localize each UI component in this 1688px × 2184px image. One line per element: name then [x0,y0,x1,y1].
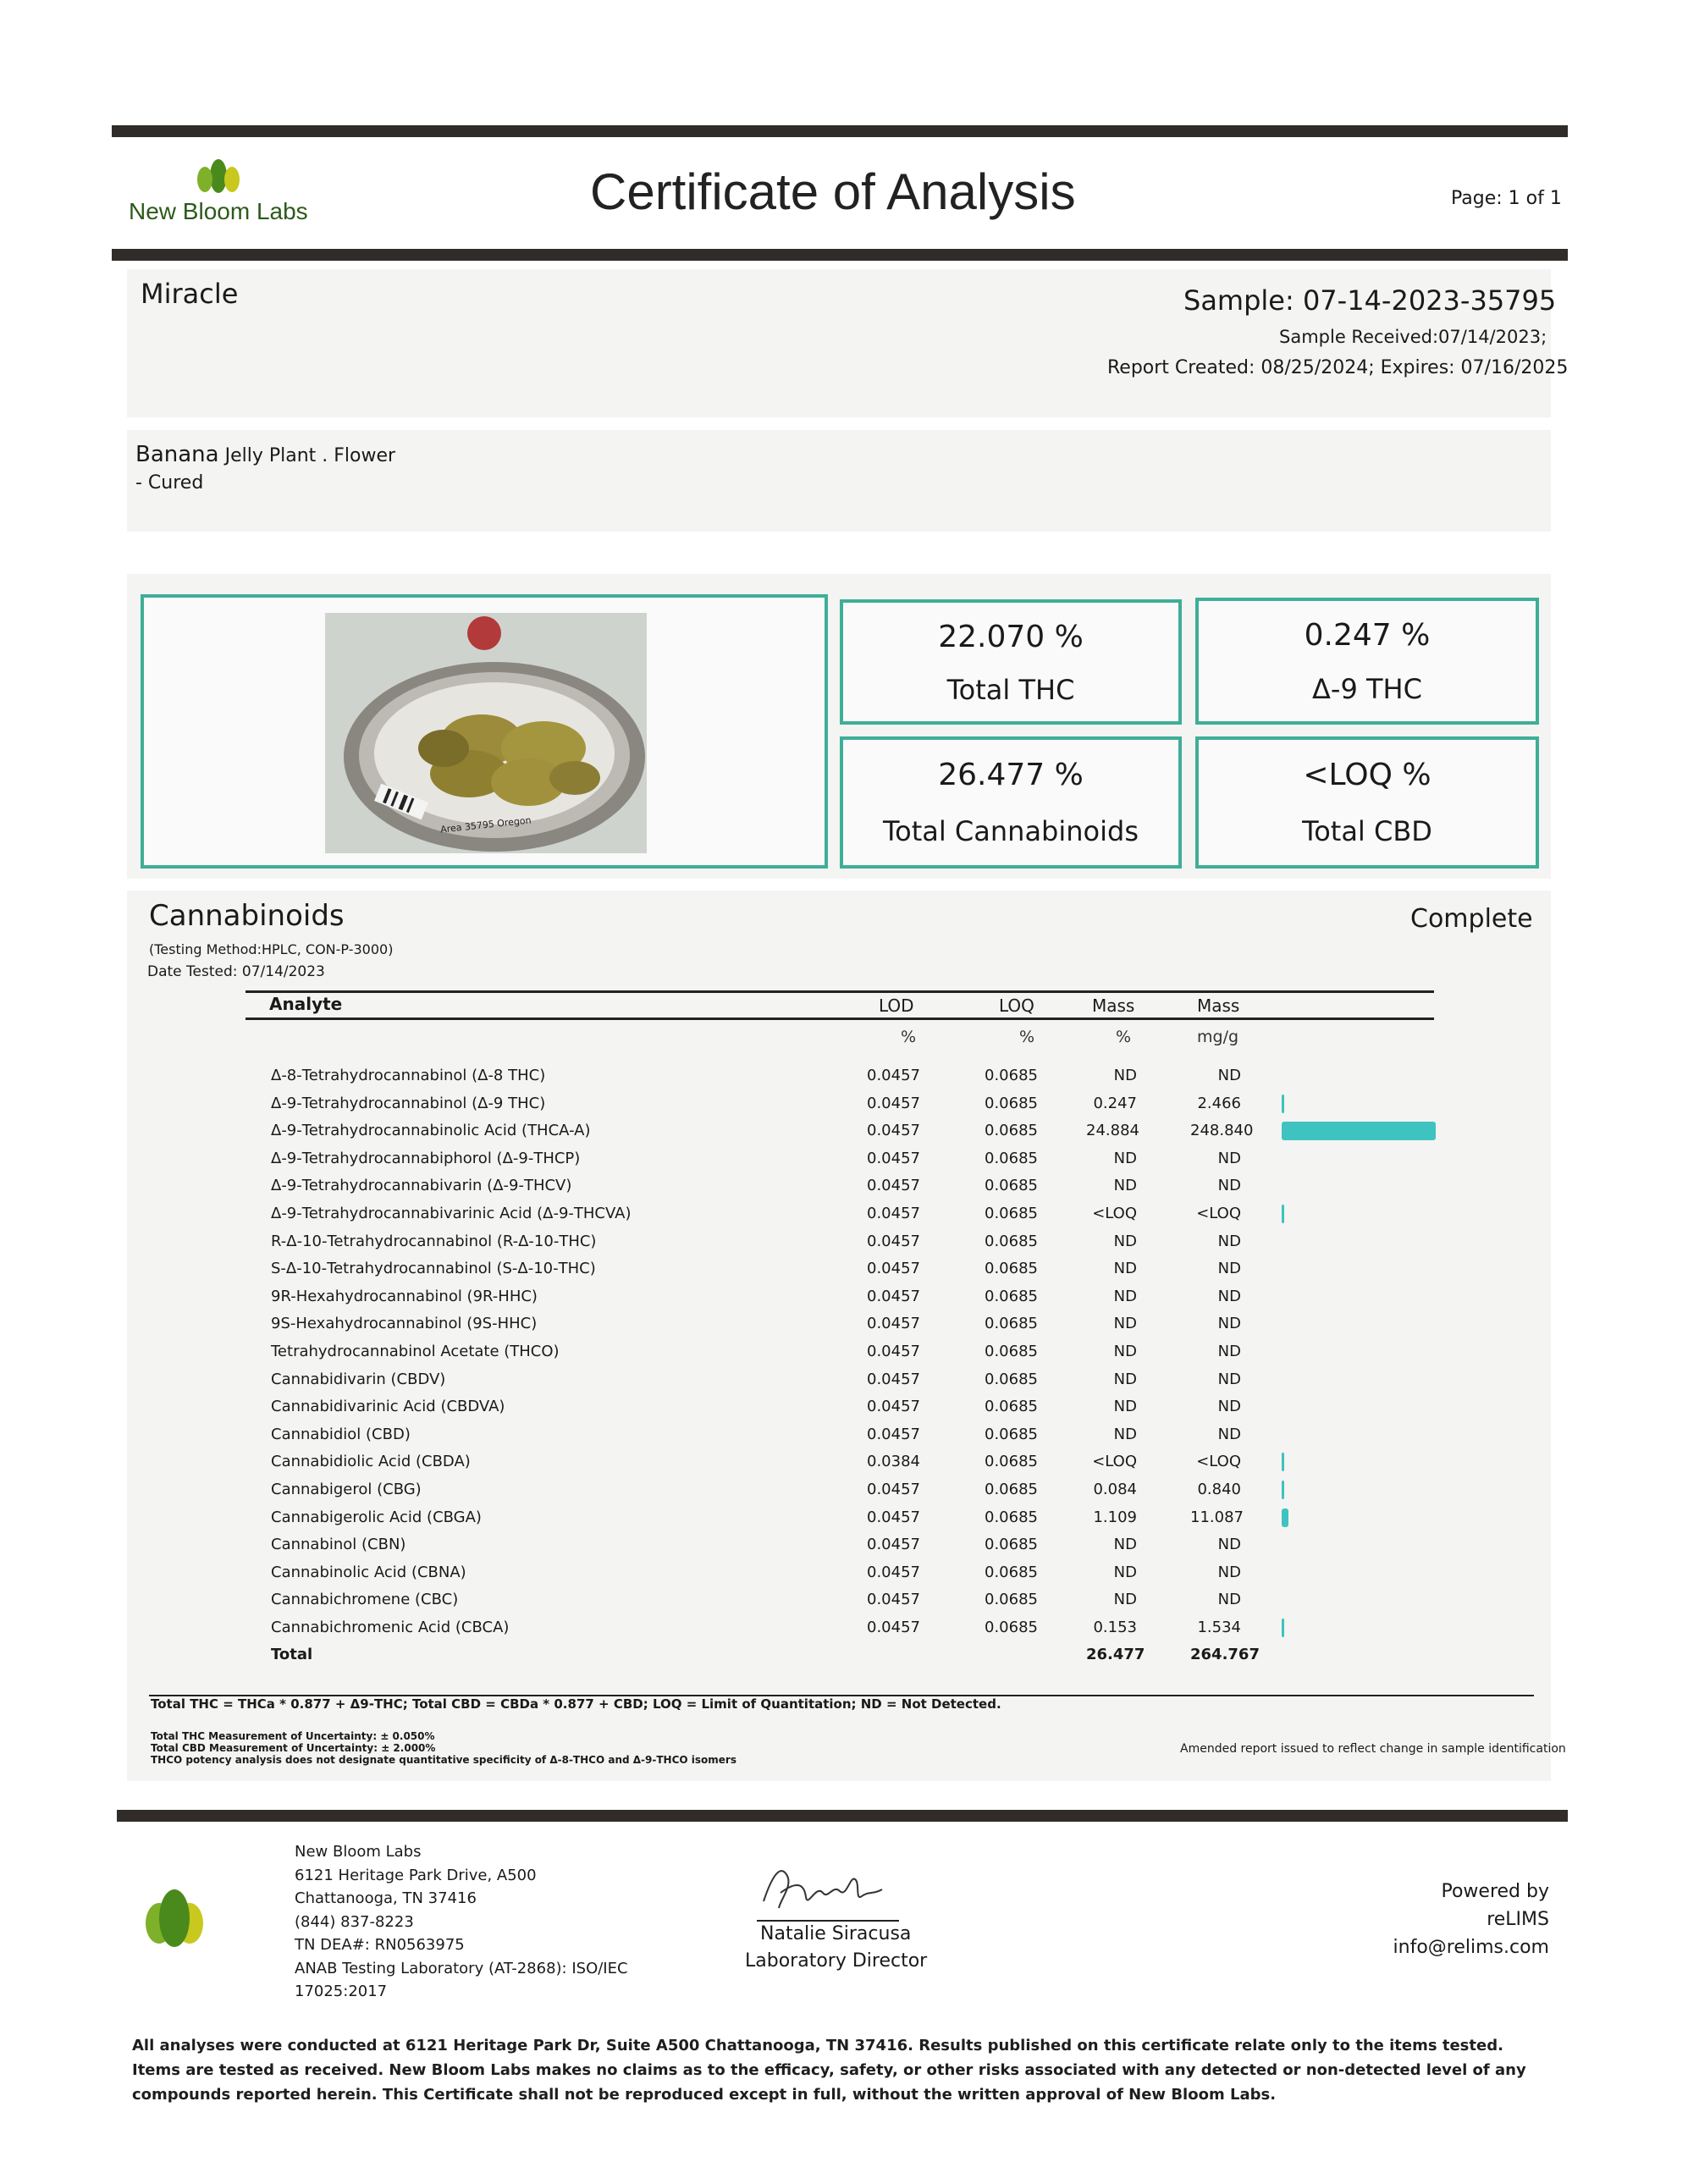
analyte-name: Cannabinol (CBN) [271,1536,406,1554]
col-analyte: Analyte [269,994,343,1014]
analyte-name: Cannabigerolic Acid (CBGA) [271,1508,482,1526]
mass-mg-value: ND [1217,1067,1241,1084]
lab-name: New Bloom Labs [129,198,308,224]
testing-method: (Testing Method:HPLC, CON-P-3000) [149,941,394,957]
lod-value: 0.0457 [867,1094,920,1112]
lod-value: 0.0457 [867,1315,920,1333]
date-tested: Date Tested: 07/14/2023 [147,963,325,980]
table-row [0,1449,1688,1475]
mass-pct-value: ND [1113,1563,1137,1581]
total-label: Total [271,1646,313,1663]
section-status: Complete [1410,904,1533,934]
analyte-name: Δ-8-Tetrahydrocannabinol (Δ-8 THC) [271,1067,546,1084]
mass-level-bar [1282,1453,1284,1471]
mass-pct-value: ND [1113,1370,1137,1388]
table-row [0,1422,1688,1448]
analyte-name: Cannabidivarin (CBDV) [271,1370,446,1388]
lab-address-block [295,1840,628,2004]
mass-pct-value: 0.247 [1093,1094,1137,1112]
lod-value: 0.0457 [867,1260,920,1278]
lod-value: 0.0457 [867,1563,920,1581]
loq-value: 0.0685 [985,1149,1038,1167]
stat-value: 26.477 % [938,757,1084,792]
table-row [0,1118,1688,1144]
mass-mg-value: ND [1217,1177,1241,1195]
analyte-name: Δ-9-Tetrahydrocannabivarin (Δ-9-THCV) [271,1177,572,1195]
total-row [0,1642,1688,1668]
footer-phone: (844) 837-8223 [295,1912,414,1931]
loq-value: 0.0685 [985,1122,1038,1140]
analyte-name: Cannabichromenic Acid (CBCA) [271,1619,510,1636]
footer-lab-name: New Bloom Labs [295,1843,422,1861]
mass-pct-value: 24.884 [1086,1122,1139,1140]
mass-level-bar [1282,1508,1288,1527]
uncertainty-thc: Total THC Measurement of Uncertainty: ± 0.050% [151,1730,435,1742]
analyte-name: Tetrahydrocannabinol Acetate (THCO) [271,1343,560,1360]
lod-value: 0.0457 [867,1619,920,1636]
loq-value: 0.0685 [985,1205,1038,1222]
table-row [0,1091,1688,1117]
mass-mg-value: 2.466 [1197,1094,1241,1112]
product-state: - Cured [135,472,204,494]
lod-value: 0.0457 [867,1508,920,1526]
mass-mg-value: ND [1217,1260,1241,1278]
table-row [0,1367,1688,1393]
unit-mass-pct: % [1116,1028,1132,1046]
unit-loq: % [1019,1028,1035,1046]
mass-level-bar [1282,1122,1436,1140]
mass-pct-value: ND [1113,1260,1137,1278]
signature-icon [755,1859,899,1918]
table-row [0,1615,1688,1641]
loq-value: 0.0685 [985,1260,1038,1278]
loq-value: 0.0685 [985,1094,1038,1112]
powered-by-email: info@relims.com [1393,1937,1549,1958]
mass-level-bar [1282,1481,1284,1499]
stat-label: Total THC [946,674,1075,706]
table-row [0,1146,1688,1172]
mass-level-bar [1282,1205,1284,1223]
mass-mg-value: ND [1217,1591,1241,1609]
mass-pct-value: 1.109 [1093,1508,1137,1526]
stat-value: 22.070 % [938,619,1084,654]
stat-delta9-thc [1195,598,1539,725]
loq-value: 0.0685 [985,1453,1038,1471]
table-row [0,1173,1688,1199]
product-line [135,442,395,467]
lod-value: 0.0384 [867,1453,920,1471]
col-lod: LOD [879,995,914,1016]
powered-by-block [1371,1878,1549,1961]
mass-pct-value: <LOQ [1092,1205,1137,1222]
mass-mg-value: ND [1217,1149,1241,1167]
lod-value: 0.0457 [867,1398,920,1416]
table-row [0,1284,1688,1310]
mass-pct-value: 0.084 [1093,1481,1137,1498]
footer-rule [117,1810,1568,1822]
table-row [0,1587,1688,1613]
mass-pct-value: ND [1113,1591,1137,1609]
powered-by-name: reLIMS [1487,1909,1549,1930]
header-rule [112,249,1568,261]
table-row [0,1505,1688,1530]
mass-mg-value: ND [1217,1343,1241,1360]
top-rule [112,125,1568,137]
stat-label: Total CBD [1302,814,1432,847]
mass-mg-value: ND [1217,1287,1241,1305]
loq-value: 0.0685 [985,1591,1038,1609]
table-row [0,1477,1688,1503]
mass-pct-value: ND [1113,1149,1137,1167]
flower-photo-icon [325,613,647,853]
analyte-name: Cannabichromene (CBC) [271,1591,459,1609]
mass-mg-value: ND [1217,1398,1241,1416]
strain-name: Banana [135,442,219,467]
table-row [0,1394,1688,1420]
page-number: Page: 1 of 1 [1451,188,1562,209]
loq-value: 0.0685 [985,1536,1038,1554]
mass-pct-value: ND [1113,1398,1137,1416]
stat-total-thc [840,599,1182,725]
analyte-name: Δ-9-Tetrahydrocannabiphorol (Δ-9-THCP) [271,1149,581,1167]
director-name: Natalie Siracusa [760,1923,912,1944]
stat-value: 0.247 % [1304,617,1431,653]
analyte-name: 9R-Hexahydrocannabinol (9R-HHC) [271,1287,538,1305]
lod-value: 0.0457 [867,1149,920,1167]
analyte-name: R-Δ-10-Tetrahydrocannabinol (R-Δ-10-THC) [271,1232,597,1250]
analyte-name: Cannabinolic Acid (CBNA) [271,1563,466,1581]
lod-value: 0.0457 [867,1536,920,1554]
sample-received: Sample Received:07/14/2023; [1279,327,1547,347]
stat-label: Total Cannabinoids [883,814,1139,847]
stat-total-cbd [1195,736,1539,869]
loq-value: 0.0685 [985,1563,1038,1581]
table-row [0,1229,1688,1255]
footer-address1: 6121 Heritage Park Drive, A500 [295,1866,537,1884]
formula-note: Total THC = THCa * 0.877 + Δ9-THC; Total CBD = CBDa * 0.877 + CBD; LOQ = Limit of Quantitation; ND = Not Detected. [151,1696,1001,1712]
loq-value: 0.0685 [985,1619,1038,1636]
leaf-icon [193,157,244,195]
total-mass-pct: 26.477 [1086,1646,1145,1663]
sample-photo [325,613,647,853]
footer-anab: ANAB Testing Laboratory (AT-2868): ISO/IEC [295,1959,628,1977]
table-row [0,1311,1688,1337]
leaf-icon [134,1888,215,1949]
mass-mg-value: ND [1217,1232,1241,1250]
analyte-name: S-Δ-10-Tetrahydrocannabinol (S-Δ-10-THC) [271,1260,596,1278]
analyte-name: Cannabidivarinic Acid (CBDVA) [271,1398,505,1416]
signature-line [757,1920,899,1922]
mass-pct-value: 0.153 [1093,1619,1137,1636]
loq-value: 0.0685 [985,1315,1038,1333]
unit-lod: % [901,1028,917,1046]
loq-value: 0.0685 [985,1508,1038,1526]
analyte-name: 9S-Hexahydrocannabinol (9S-HHC) [271,1315,538,1333]
stat-total-cannabinoids [840,736,1182,869]
mass-pct-value: <LOQ [1092,1453,1137,1471]
footer-logo [134,1888,215,1949]
col-mass-mg: Mass [1197,995,1240,1016]
mass-level-bar [1282,1619,1284,1637]
loq-value: 0.0685 [985,1343,1038,1360]
mass-mg-value: ND [1217,1536,1241,1554]
mass-pct-value: ND [1113,1315,1137,1333]
lod-value: 0.0457 [867,1177,920,1195]
uncertainty-cbd: Total CBD Measurement of Uncertainty: ± 2.000% [151,1742,436,1754]
analyte-name: Cannabidiolic Acid (CBDA) [271,1453,471,1471]
mass-mg-value: 11.087 [1190,1508,1244,1526]
footer-iso: 17025:2017 [295,1983,388,2000]
analyte-name: Cannabigerol (CBG) [271,1481,422,1498]
mass-pct-value: ND [1113,1536,1137,1554]
lod-value: 0.0457 [867,1287,920,1305]
total-mass-mg: 264.767 [1190,1646,1260,1663]
table-row [0,1256,1688,1282]
mass-pct-value: ND [1113,1232,1137,1250]
lod-value: 0.0457 [867,1205,920,1222]
loq-value: 0.0685 [985,1370,1038,1388]
mass-pct-value: ND [1113,1067,1137,1084]
document-title: Certificate of Analysis [590,163,1076,220]
analyte-name: Cannabidiol (CBD) [271,1425,411,1443]
lod-value: 0.0457 [867,1591,920,1609]
lod-value: 0.0457 [867,1425,920,1443]
mass-mg-value: <LOQ [1196,1205,1241,1222]
table-row [0,1339,1688,1365]
loq-value: 0.0685 [985,1177,1038,1195]
loq-value: 0.0685 [985,1287,1038,1305]
mass-level-bar [1282,1095,1284,1113]
mass-mg-value: <LOQ [1196,1453,1241,1471]
mass-mg-value: ND [1217,1563,1241,1581]
section-title: Cannabinoids [149,899,345,933]
thco-note: THCO potency analysis does not designate quantitative specificity of Δ-8-THCO and Δ-9-THCO isomers [151,1754,736,1766]
loq-value: 0.0685 [985,1398,1038,1416]
mass-pct-value: ND [1113,1425,1137,1443]
mass-mg-value: ND [1217,1370,1241,1388]
director-signature [755,1859,899,1918]
mass-mg-value: ND [1217,1315,1241,1333]
mass-mg-value: 248.840 [1190,1122,1254,1140]
powered-by-label: Powered by [1441,1881,1549,1902]
footer-dea: TN DEA#: RN0563975 [295,1936,465,1954]
lab-logo [193,157,244,195]
table-row [0,1560,1688,1586]
lod-value: 0.0457 [867,1122,920,1140]
disclaimer: All analyses were conducted at 6121 Heritage Park Dr, Suite A500 Chattanooga, TN 37416. Results published on this certificate relate only to the items tested. Items are tested as received. New Bloom Labs makes no claims as to the efficacy, safety, or other risks associated with any detected or non-detected level of any compounds reported herein. This Certificate shall not be reproduced except in full, without the written approval of New Bloom Labs. [132,2037,1526,2104]
analyte-name: Δ-9-Tetrahydrocannabinol (Δ-9 THC) [271,1094,546,1112]
loq-value: 0.0685 [985,1425,1038,1443]
header-bottom-rule [245,1018,1434,1020]
photo-sticker-text: Area 35795 Oregon [439,814,532,836]
mass-pct-value: ND [1113,1177,1137,1195]
lod-value: 0.0457 [867,1370,920,1388]
mass-mg-value: 1.534 [1197,1619,1241,1636]
loq-value: 0.0685 [985,1232,1038,1250]
col-loq: LOQ [999,995,1034,1016]
loq-value: 0.0685 [985,1067,1038,1084]
report-dates: Report Created: 08/25/2024; Expires: 07/16/2025 [1107,357,1569,378]
product-type: Jelly Plant . Flower [224,445,396,466]
table-row [0,1063,1688,1089]
analyte-name: Δ-9-Tetrahydrocannabinolic Acid (THCA-A) [271,1122,591,1140]
unit-mass-mg: mg/g [1197,1028,1239,1046]
lod-value: 0.0457 [867,1343,920,1360]
analyte-name: Δ-9-Tetrahydrocannabivarinic Acid (Δ-9-THCVA) [271,1205,632,1222]
lod-value: 0.0457 [867,1067,920,1084]
mass-mg-value: ND [1217,1425,1241,1443]
table-row [0,1532,1688,1558]
stat-label: Δ-9 THC [1312,673,1422,706]
director-title: Laboratory Director [745,1950,928,1972]
sample-name: Miracle [141,278,239,310]
table-row [0,1201,1688,1227]
mass-pct-value: ND [1113,1343,1137,1360]
lod-value: 0.0457 [867,1481,920,1498]
stat-value: <LOQ % [1303,757,1431,792]
footer-address2: Chattanooga, TN 37416 [295,1889,477,1907]
amended-note: Amended report issued to reflect change in sample identification [1180,1742,1566,1756]
lod-value: 0.0457 [867,1232,920,1250]
sample-id: Sample: 07-14-2023-35795 [1183,284,1557,317]
table-top-rule [245,990,1434,993]
mass-mg-value: 0.840 [1197,1481,1241,1498]
col-mass-pct: Mass [1092,995,1135,1016]
mass-pct-value: ND [1113,1287,1137,1305]
loq-value: 0.0685 [985,1481,1038,1498]
